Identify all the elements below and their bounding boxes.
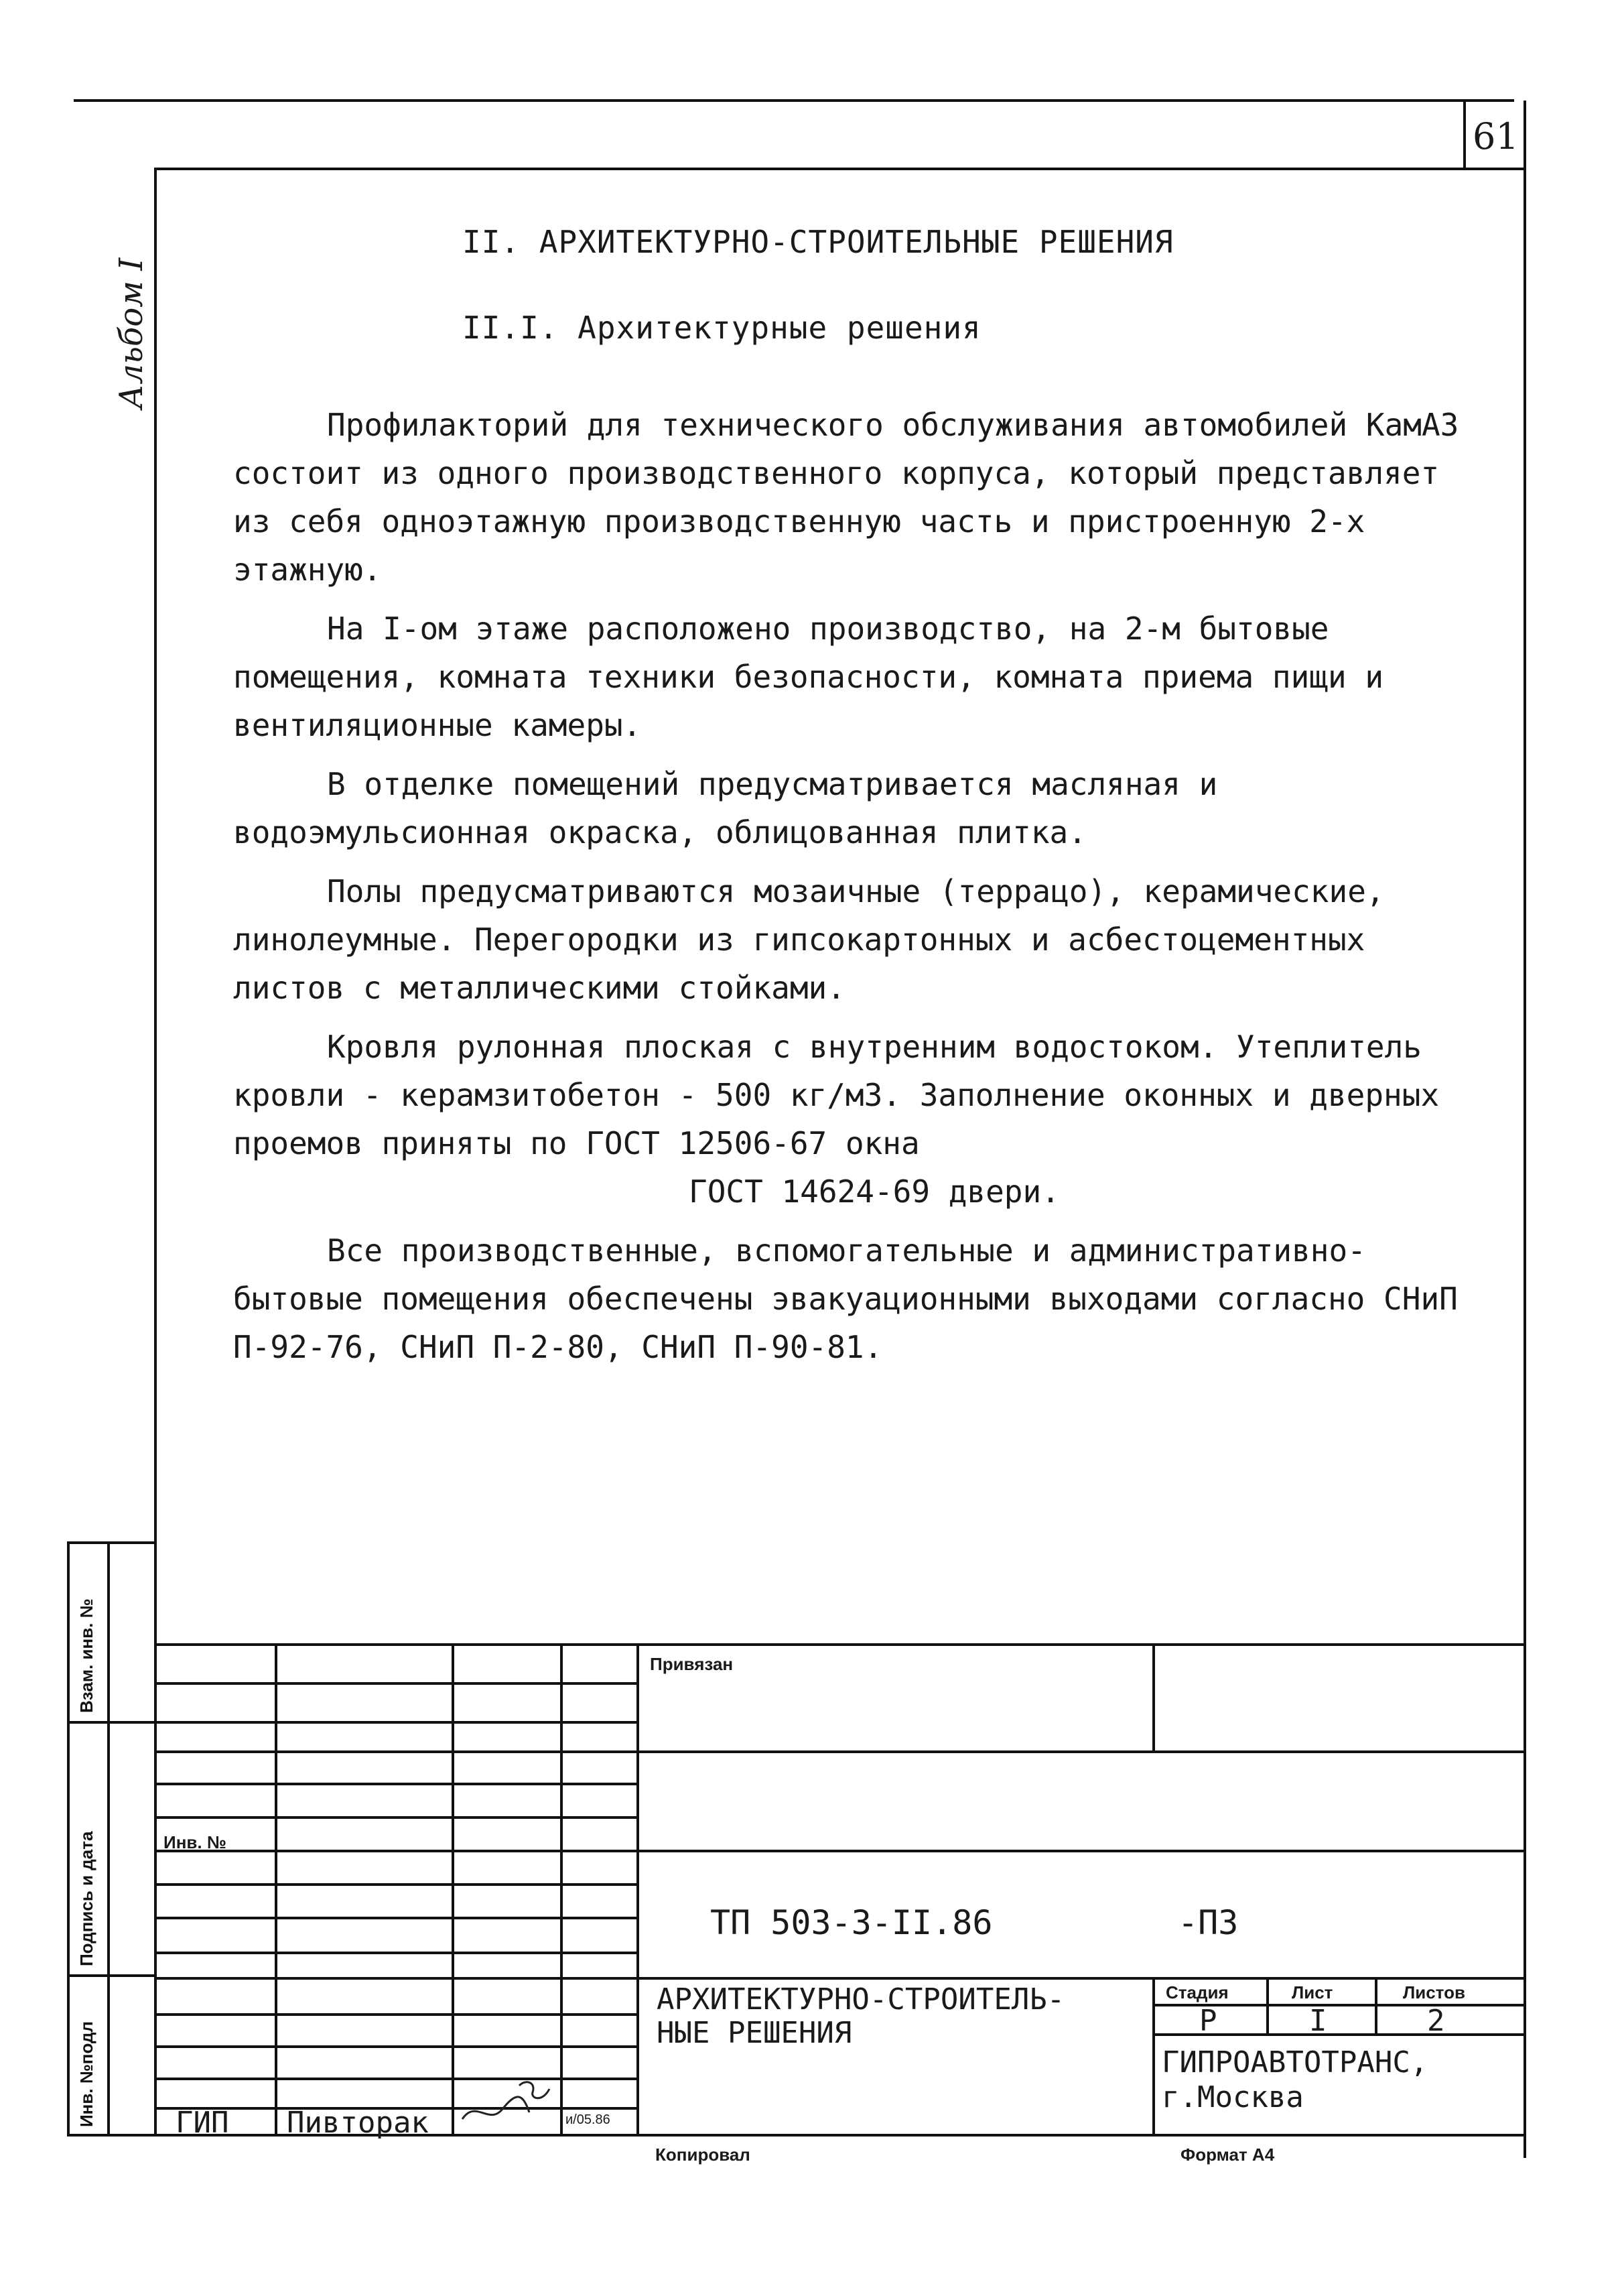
section-subtitle: II.I. Архитектурные решения (462, 310, 982, 346)
copied-label: Копировал (655, 2145, 750, 2165)
side-label-vzam: Взам. инв. № (76, 1598, 96, 1713)
frame-left (154, 168, 157, 2135)
paragraph-6: Все производственные, вспомогательные и административно-бытовые помещения обеспечены эвакуационными выходами согласно СНиП П-92-76, СНиП П-2-80, СНиП П-90-81. (233, 1232, 1458, 1365)
paragraph-2: На I-ом этаже расположено производство, на 2-м бытовые помещения, комната техники безопасности, комната приема пищи и вентиляционные камеры. (233, 611, 1384, 743)
frame-top (154, 168, 1526, 170)
privyazan-label: Привязан (650, 1654, 734, 1674)
person-name: Пивторак (287, 2106, 429, 2140)
section-title: II. АРХИТЕКТУРНО-СТРОИТЕЛЬНЫЕ РЕШЕНИЯ (462, 224, 1174, 260)
paragraph-5: Кровля рулонная плоская с внутренним водостоком. Утеплитель кровли - керамзитобетон - 500 кг/м3. Заполнение оконных и дверных проемов приняты по ГОСТ 12506-67 окна (233, 1029, 1440, 1161)
paragraph-4: Полы предусматриваются мозаичные (террацо), керамические, линолеумные. Перегородки из гипсокартонных и асбестоцементных листов с металлическими стойками. (233, 873, 1385, 1006)
side-strip-div1 (67, 1721, 157, 1724)
inv-no-label: Инв. № (163, 1832, 226, 1852)
sheet-header: Лист (1292, 1982, 1333, 2002)
signature (456, 2072, 556, 2132)
top-rule (74, 99, 1514, 102)
stage-header: Стадия (1166, 1982, 1229, 2002)
sheets-value: 2 (1427, 2004, 1445, 2038)
org-line1: ГИПРОАВТОТРАНС, (1162, 2045, 1428, 2080)
page-number-box-left (1463, 101, 1466, 169)
org-line2: г.Москва (1162, 2080, 1304, 2114)
side-strip-top (67, 1541, 157, 1544)
doc-title-line1: АРХИТЕКТУРНО-СТРОИТЕЛЬ- (657, 1982, 1065, 2017)
paragraph-1: Профилакторий для технического обслуживания автомобилей КамАЗ состоит из одного производственного корпуса, который представляет из себя одноэтажную производственную часть и пристроенную 2-х этажную. (233, 407, 1459, 588)
side-strip-left (67, 1541, 70, 2135)
body-text (233, 401, 1467, 1371)
side-strip-mid (107, 1541, 110, 2135)
door-standard-line: ГОСТ 14624-69 двери. (689, 1173, 1060, 1210)
side-label-podpis: Подпись и дата (76, 1831, 96, 1966)
sheet-value: I (1309, 2004, 1327, 2038)
role-label: ГИП (176, 2106, 229, 2140)
side-label-inv-podl: Инв. №подл (76, 2021, 96, 2127)
album-label: Альбом I (113, 257, 150, 409)
stage-value: Р (1199, 2004, 1217, 2038)
doc-code: ТП 503-3-II.86 (710, 1903, 993, 1942)
side-strip-div2 (67, 1974, 157, 1977)
doc-suffix: -ПЗ (1178, 1903, 1239, 1942)
doc-title-line2: НЫЕ РЕШЕНИЯ (657, 2016, 852, 2050)
side-strip-bottom (67, 2134, 157, 2136)
sheets-header: Листов (1403, 1982, 1465, 2002)
sign-date: и/05.86 (565, 2112, 610, 2127)
format-label: Формат А4 (1180, 2145, 1275, 2165)
paragraph-3: В отделке помещений предусматривается масляная и водоэмульсионная окраска, облицованная плитка. (233, 766, 1218, 850)
page-number: 61 (1473, 115, 1519, 157)
